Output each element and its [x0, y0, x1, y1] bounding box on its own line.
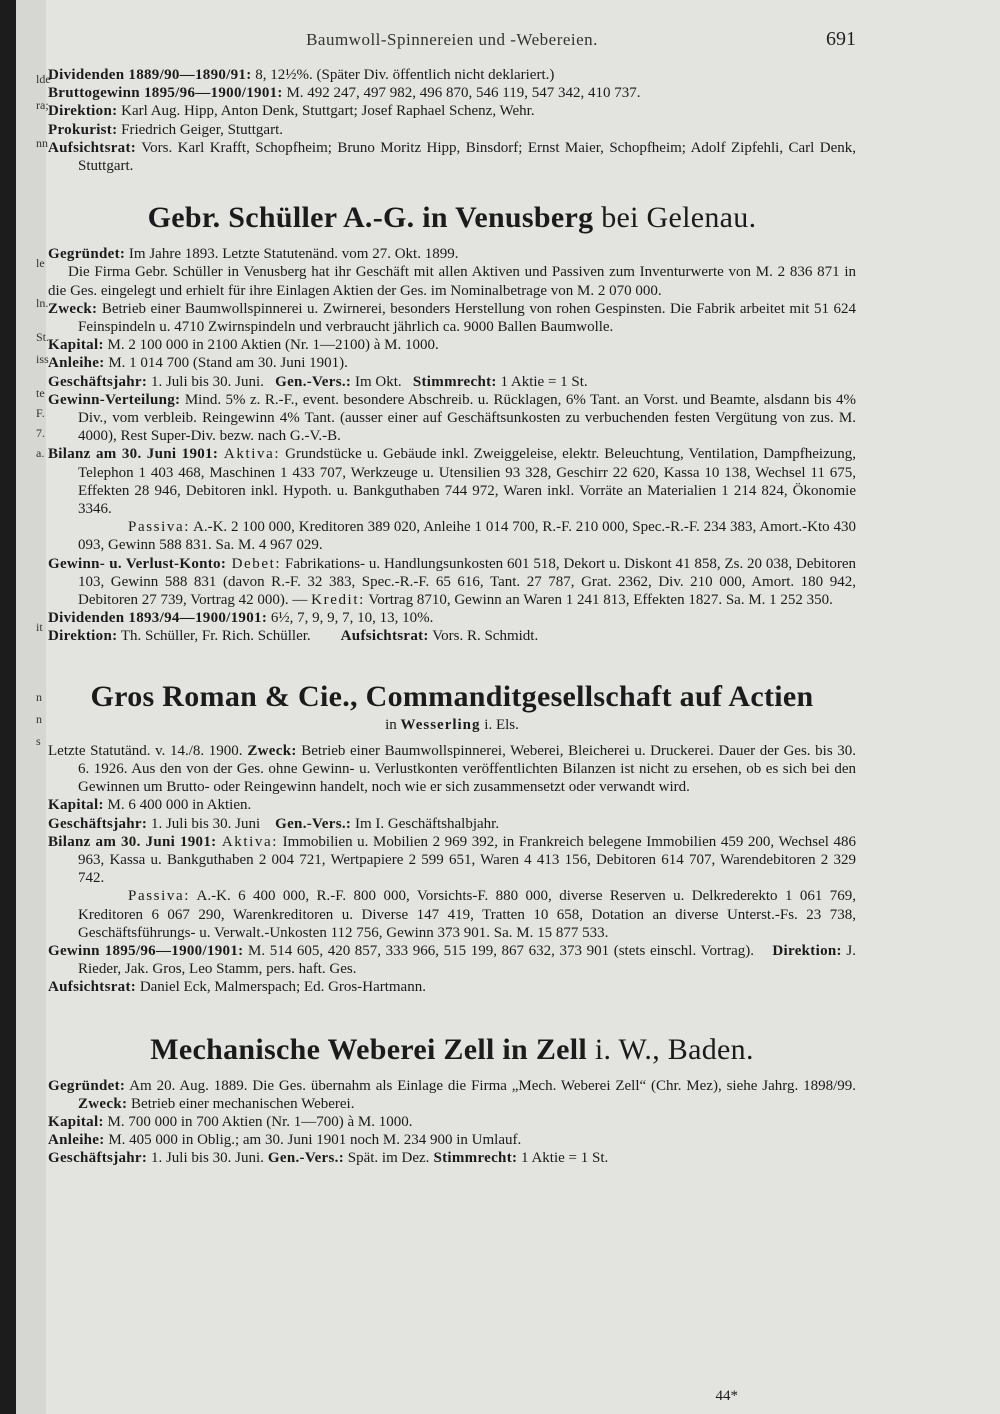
company-subtitle: in Wesserling i. Els.: [385, 716, 519, 733]
margin-fragment: iss: [36, 352, 49, 366]
entry-passiva: Passiva: A.-K. 2 100 000, Kreditoren 389 020, Anleihe 1 014 700, R.-F. 210 000, Spec.-R.-F. 234 383, Amort.-Kto 430 093, Gewinn 588 831. Sa. M. 4 967 029.: [78, 519, 856, 554]
margin-fragment: a.: [36, 446, 45, 460]
intro-block: [48, 66, 856, 175]
entry-kapital: Kapital: M. 700 000 in 700 Aktien (Nr. 1—700) à M. 1000.: [48, 1113, 413, 1130]
company-title: Gros Roman & Cie., Commanditgesellschaft auf Actien: [90, 679, 814, 713]
margin-fragment: ln.: [36, 296, 49, 310]
entry-guv: Gewinn- u. Verlust-Konto: Debet: Fabrikations- u. Handlungsunkosten 601 518, Dekort u. Diskont 41 858, Zs. 20 038, Debitoren 103, Gewinn 588 831 (davon R.-F. 32 383, Spec.-R.-F. 65 616, Tant. 27 787, Grat. 2362, Div. 210 000, Amort. 180 942, Debitoren 27 739, Vortrag 42 000). — Kredit: Vortrag 8710, Gewinn an Waren 1 241 813, Effekten 1827. Sa. M. 1 252 350.: [48, 555, 857, 609]
margin-fragment: n: [36, 712, 42, 726]
entry-dividenden: Dividenden 1893/94—1900/1901: 6½, 7, 9, 9, 7, 10, 13, 10%.: [48, 610, 434, 627]
margin-fragment: F.: [36, 406, 45, 420]
company-entry: [48, 1077, 856, 1168]
company-title: Mechanische Weberei Zell in Zell i. W., Baden.: [150, 1032, 754, 1066]
entry-aufsichtsrat: Aufsichtsrat: Daniel Eck, Malmerspach; Ed. Gros-Hartmann.: [48, 979, 426, 996]
left-margin-strip: [16, 0, 51, 1414]
entry-direktion: Direktion: Th. Schüller, Fr. Rich. Schüller. Aufsichtsrat: Vors. R. Schmidt.: [48, 628, 539, 645]
entry-paragraph: Die Firma Gebr. Schüller in Venusberg hat ihr Geschäft mit allen Aktiven und Passiven zum Inventurwerte von M. 2 836 871 in die Ges. eingelegt und erhielt für ihre Einlagen Aktien der Ges. im Nominalbetrage von M. 2 070 000.: [48, 264, 856, 299]
entry-gegruendet: Gegründet: Im Jahre 1893. Letzte Statutenänd. vom 27. Okt. 1899.: [48, 246, 459, 263]
entry-kapital: Kapital: M. 6 400 000 in Aktien.: [48, 797, 252, 814]
page-header: [48, 28, 856, 52]
entry-anleihe: Anleihe: M. 1 014 700 (Stand am 30. Juni 1901).: [48, 355, 348, 372]
entry-statut: Letzte Statutänd. v. 14./8. 1900. Zweck: Betrieb einer Baumwollspinnerei, Weberei, Bleicherei u. Druckerei. Dauer der Ges. bis 30. 6. 1926. Aus den von der Ges. ohne Gewinn- u. Verlustkonten veröffentlichten Bilanzen ist nicht zu ersehen, ob es sich bei den Gewinnen um Brutto- oder Reingewinn handelt, noch wie er sich zusammensetzt oder verwandt wird.: [48, 742, 857, 796]
company-title: Gebr. Schüller A.-G. in Venusberg bei Gelenau.: [147, 201, 757, 235]
running-title: Baumwoll-Spinnereien und -Webereien.: [306, 30, 598, 49]
page-content: [48, 66, 856, 1168]
margin-fragment: it: [36, 620, 43, 634]
entry-gewinnverteilung: Gewinn-Verteilung: Mind. 5% z. R.-F., event. besondere Abschreib. u. Rücklagen, 6% Tant. an Vorst. und Beamte, alsdann bis 4% Div., vom verbleib. Reingewinn 4% Tant. (ausser einer auf Geschäftsunkosten zu verbuchenden festen Vergütung von zus. M. 4000), Rest Super-Div. bezw. nach G.-V.-B.: [48, 391, 856, 445]
intro-line: Prokurist: Friedrich Geiger, Stuttgart.: [48, 121, 283, 138]
signature-mark: 44*: [715, 1388, 738, 1404]
intro-line: Bruttogewinn 1895/96—1900/1901: M. 492 247, 497 982, 496 870, 546 119, 547 342, 410 737.: [48, 85, 641, 102]
margin-fragment: St.: [36, 330, 50, 344]
page-number: 691: [826, 28, 856, 50]
entry-geschaeftsjahr: Geschäftsjahr: 1. Juli bis 30. Juni. Gen.-Vers.: Im Okt. Stimmrecht: 1 Aktie = 1 St.: [48, 373, 588, 390]
margin-fragment: le: [36, 256, 45, 270]
entry-gegruendet: Gegründet: Am 20. Aug. 1889. Die Ges. übernahm als Einlage die Firma „Mech. Weberei Zell“ (Chr. Mez), siehe Jahrg. 1898/99. Zweck: Betrieb einer mechanischen Weberei.: [48, 1077, 856, 1112]
entry-gewinn: Gewinn 1895/96—1900/1901: M. 514 605, 420 857, 333 966, 515 199, 867 632, 373 901 (stets einschl. Vortrag). Direktion: J. Rieder, Jak. Gros, Leo Stamm, pers. haft. Ges.: [48, 942, 857, 978]
entry-zweck: Zweck: Betrieb einer Baumwollspinnerei u. Zwirnerei, besonders Herstellung von rohen Gespinsten. Die Fabrik arbeitet mit 51 624 Feinspindeln u. 4710 Zwirnspindeln und verbraucht jährlich ca. 9000 Ballen Baumwolle.: [48, 300, 856, 336]
entry-anleihe: Anleihe: M. 405 000 in Oblig.; am 30. Juni 1901 noch M. 234 900 in Umlauf.: [48, 1132, 522, 1149]
entry-bilanz: Bilanz am 30. Juni 1901: Aktiva: Immobilien u. Mobilien 2 969 392, in Frankreich belegene Immobilien 459 200, Wechsel 486 963, Kassa u. Bankguthaben 2 004 721, Wertpapiere 2 599 651, Waren 4 413 156, Debitoren 614 707, Warendebitoren 2 329 742.: [48, 833, 856, 887]
margin-fragment: 7.: [36, 426, 45, 440]
margin-fragment: s: [36, 734, 41, 748]
entry-geschaeftsjahr: Geschäftsjahr: 1. Juli bis 30. Juni. Gen.-Vers.: Spät. im Dez. Stimmrecht: 1 Aktie = 1 St.: [48, 1150, 609, 1167]
intro-line: Aufsichtsrat: Vors. Karl Krafft, Schopfheim; Bruno Moritz Hipp, Binsdorf; Ernst Maier, Schopfheim; Adolf Zipfehli, Carl Denk, Stuttgart.: [48, 139, 856, 175]
entry-kapital: Kapital: M. 2 100 000 in 2100 Aktien (Nr. 1—2100) à M. 1000.: [48, 337, 439, 354]
binding-gutter: [0, 0, 16, 1414]
company-entry: [48, 245, 856, 645]
company-entry: [48, 742, 856, 997]
entry-bilanz: Bilanz am 30. Juni 1901: Aktiva: Grundstücke u. Gebäude inkl. Zweiggeleise, elektr. Beleuchtung, Ventilation, Dampfheizung, Telephon 1 403 468, Maschinen 1 433 707, Werkzeuge u. Utensilien 93 328, Geschirr 22 620, Kassa 10 138, Wechsel 11 675, Effekten 28 946, Debitoren inkl. Hypoth. u. Bankguthaben 744 972, Waren inkl. Vorräte an Materialien 1 214 824, Ökonomie 3346.: [48, 446, 857, 518]
margin-fragment: lde: [36, 72, 51, 86]
intro-line: Dividenden 1889/90—1890/91: 8, 12½%. (Später Div. öffentlich nicht deklariert.): [48, 67, 555, 83]
margin-fragment: ra;: [36, 98, 49, 112]
margin-fragment: te: [36, 386, 45, 400]
margin-fragment: nn: [36, 136, 48, 150]
entry-passiva: Passiva: A.-K. 6 400 000, R.-F. 800 000, Vorsichts-F. 880 000, diverse Reserven u. Delkrederekto 1 061 769, Kreditoren 6 067 290, Warenkreditoren u. Diverse 147 419, Tratten 10 658, Dotation an diverse Unterst.-Fs. 23 738, Geschäftsführungs- u. Verwalt.-Unkosten 112 756, Gewinn 373 901. Sa. M. 15 877 533.: [78, 888, 856, 941]
entry-geschaeftsjahr: Geschäftsjahr: 1. Juli bis 30. Juni Gen.-Vers.: Im I. Geschäftshalbjahr.: [48, 815, 500, 832]
intro-line: Direktion: Karl Aug. Hipp, Anton Denk, Stuttgart; Josef Raphael Schenz, Wehr.: [48, 103, 535, 120]
margin-fragment: n: [36, 690, 42, 704]
